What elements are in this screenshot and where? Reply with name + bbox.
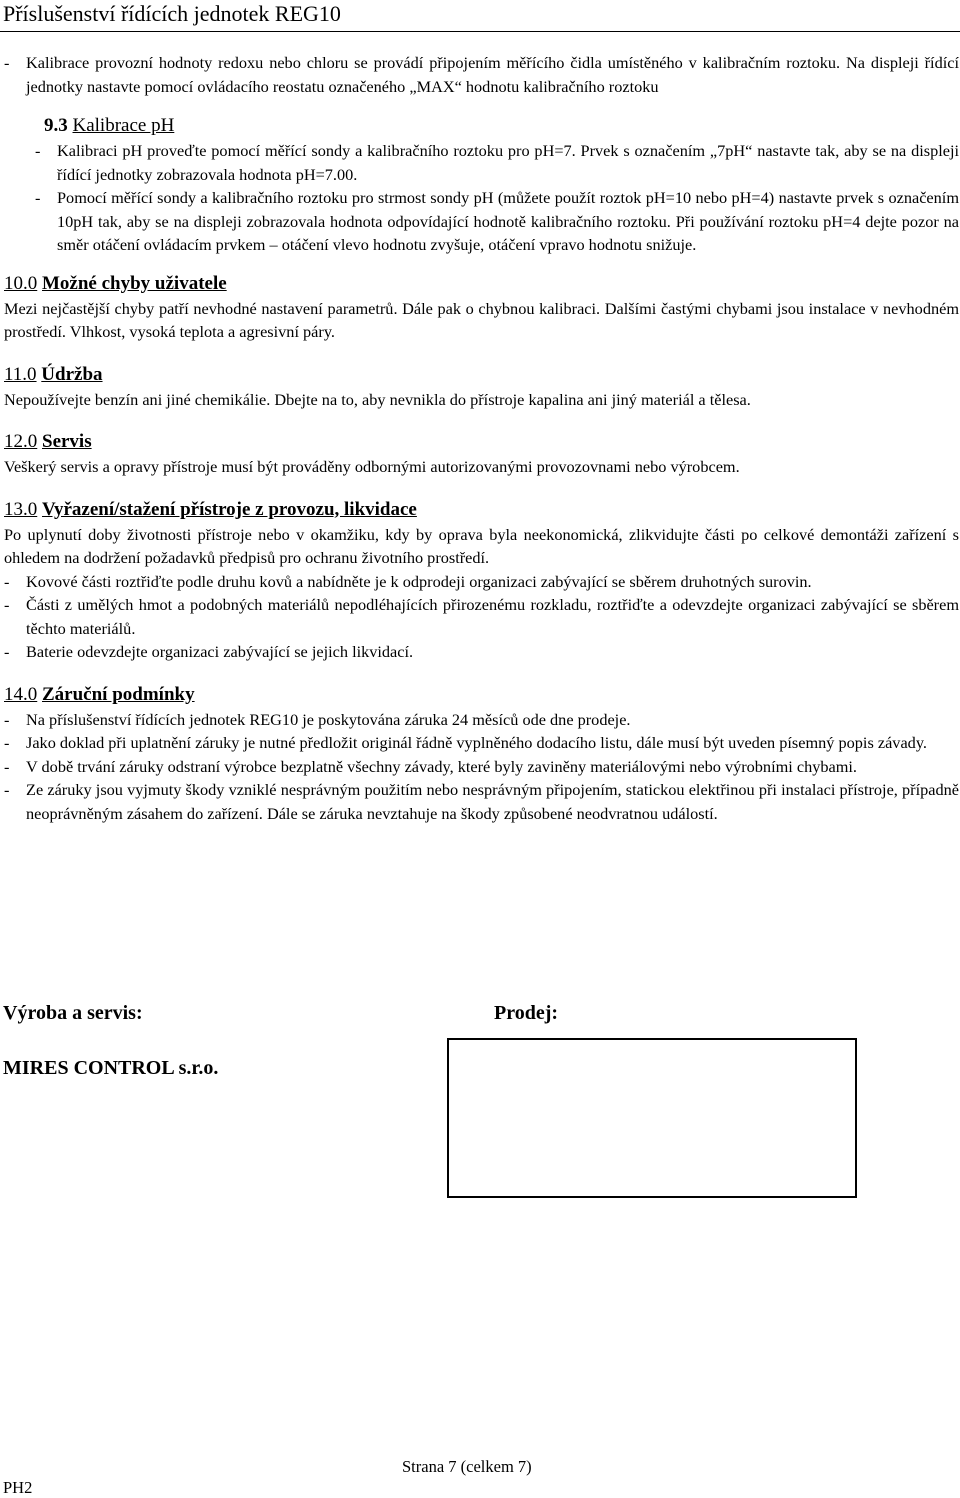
- header-divider: [0, 31, 960, 32]
- section-title: Servis: [42, 431, 92, 452]
- list-item-text: Pomocí měřící sondy a kalibračního roztoku pro strmost sondy pH (můžete použít roztok pH=10 nebo pH=4) nastavte prvek s označením 10pH tak, aby se na displeji zobrazovala hodnota odpovídající hodnotě kalibračního roztoku. Při používání roztoku pH=4 dejte pozor na směr otáčení ovládacím prvkem – otáčení vlevo hodnotu zvyšuje, otáčení vpravo hodnotu snižuje.: [57, 188, 959, 254]
- list-item: [35, 139, 959, 186]
- section-9-3-list: [35, 139, 959, 257]
- section-13-body: Po uplynutí doby životnosti přístroje nebo v okamžiku, kdy by oprava byla neekonomická, zlikvidujte části po celkové demontáži zařízení s ohledem na dodržení požadavků předpisů pro ochranu životního prostředí.: [4, 524, 959, 567]
- section-heading-11: [4, 362, 959, 388]
- section-number: 11.0: [4, 363, 37, 385]
- list-item-text: Na příslušenství řídících jednotek REG10 je poskytována záruka 24 měsíců ode dne prodeje.: [26, 709, 631, 729]
- list-item: [4, 570, 959, 594]
- bullet-dash: -: [4, 53, 10, 72]
- bullet-dash: -: [4, 756, 10, 776]
- section-11-body: Nepoužívejte benzín ani jiné chemikálie. Dbejte na to, aby nevnikla do přístroje kapalina ani jiný materiál a tělesa.: [4, 389, 751, 409]
- intro-list-item: [4, 51, 959, 98]
- bullet-dash: -: [4, 571, 10, 591]
- section-number: 10.0: [4, 272, 38, 294]
- section-heading-14: [4, 682, 959, 708]
- section-title: Záruční podmínky: [42, 683, 195, 705]
- seller-label: Prodej:: [494, 1002, 559, 1024]
- list-item: [4, 755, 959, 779]
- list-item: [35, 186, 959, 257]
- manufacturer-label: Výroba a servis:: [3, 1002, 143, 1024]
- document-body: [4, 51, 959, 825]
- section-title: Vyřazení/stažení přístroje z provozu, likvidace: [42, 498, 417, 520]
- list-item-text: Ze záruky jsou vyjmuty škody vzniklé nesprávným použitím nebo nesprávným připojením, statickou elektřinou při instalaci přístroje, případně neoprávněným zásahem do zařízení. Dále se záruka nevztahuje na škody způsobené neodvratnou událostí.: [26, 780, 959, 823]
- section-10-body: Mezi nejčastější chyby patří nevhodné nastavení parametrů. Dále pak o chybnou kalibraci. Dalšími častými chybami jsou instalace v nevhodném prostředí. Vlhkost, vysoká teplota a agresivní páry.: [4, 298, 959, 341]
- section-number: 14.0: [4, 683, 38, 705]
- list-item-text: Části z umělých hmot a podobných materiálů nepodléhajících přirozenému rozkladu, roztřiďte a odevzdejte organizaci zabývající se sběrem těchto materiálů.: [26, 595, 959, 638]
- list-item: [4, 593, 959, 640]
- bullet-dash: -: [4, 733, 10, 752]
- running-header: Příslušenství řídících jednotek REG10: [3, 1, 341, 26]
- section-heading-13: [4, 497, 959, 523]
- section-heading-10: [4, 271, 959, 297]
- page-number: Strana 7 (celkem 7): [402, 1457, 532, 1476]
- section-title: Kalibrace pH: [72, 115, 175, 136]
- section-number: 12.0: [4, 431, 38, 452]
- list-item: [4, 778, 959, 825]
- bullet-dash: -: [4, 642, 10, 661]
- section-title: Možné chyby uživatele: [42, 272, 227, 294]
- seller-stamp-box: [447, 1038, 857, 1198]
- list-item-text: Kalibraci pH proveďte pomocí měřící sondy a kalibračního roztoku pro pH=7. Prvek s označením „7pH“ nastavte tak, aby se na displeji řídící jednotky zobrazovala hodnota pH=7.00.: [57, 141, 959, 184]
- section-number: 13.0: [4, 498, 38, 520]
- section-number: 9.3: [44, 115, 68, 136]
- section-heading-12: [4, 429, 959, 455]
- bullet-dash: -: [4, 709, 10, 729]
- list-item: [4, 640, 959, 664]
- section-heading-9-3: [44, 113, 959, 139]
- intro-item-text: Kalibrace provozní hodnoty redoxu nebo chloru se provádí připojením měřícího čidla umístěného v kalibračním roztoku. Na displeji řídící jednotky nastavte pomocí ovládacího reostatu označeného „MAX“ hodnotu kalibračního roztoku: [26, 53, 959, 96]
- list-item-text: Jako doklad při uplatnění záruky je nutné předložit originál řádně vyplněného dodacího listu, dále musí být uveden písemný popis závady.: [26, 733, 927, 752]
- bullet-dash: -: [35, 141, 41, 160]
- section-title: Údržba: [41, 363, 103, 385]
- section-12-body: Veškerý servis a opravy přístroje musí být prováděny odbornými autorizovanými provozovnami nebo výrobcem.: [4, 457, 740, 476]
- bullet-dash: -: [4, 595, 10, 614]
- bullet-dash: -: [4, 780, 10, 799]
- list-item-text: Kovové části roztřiďte podle druhu kovů a nabídněte je k odprodeji organizaci zabývající se sběrem druhotných surovin.: [26, 571, 812, 591]
- document-code: PH2: [3, 1478, 33, 1497]
- bullet-dash: -: [35, 188, 41, 207]
- list-item: [4, 731, 959, 755]
- company-name: MIRES CONTROL s.r.o.: [3, 1057, 219, 1079]
- list-item: [4, 708, 959, 732]
- list-item-text: V době trvání záruky odstraní výrobce bezplatně všechny závady, které byly zaviněny materiálovými nebo výrobními chybami.: [26, 756, 857, 776]
- list-item-text: Baterie odevzdejte organizaci zabývající se jejich likvidací.: [26, 642, 414, 661]
